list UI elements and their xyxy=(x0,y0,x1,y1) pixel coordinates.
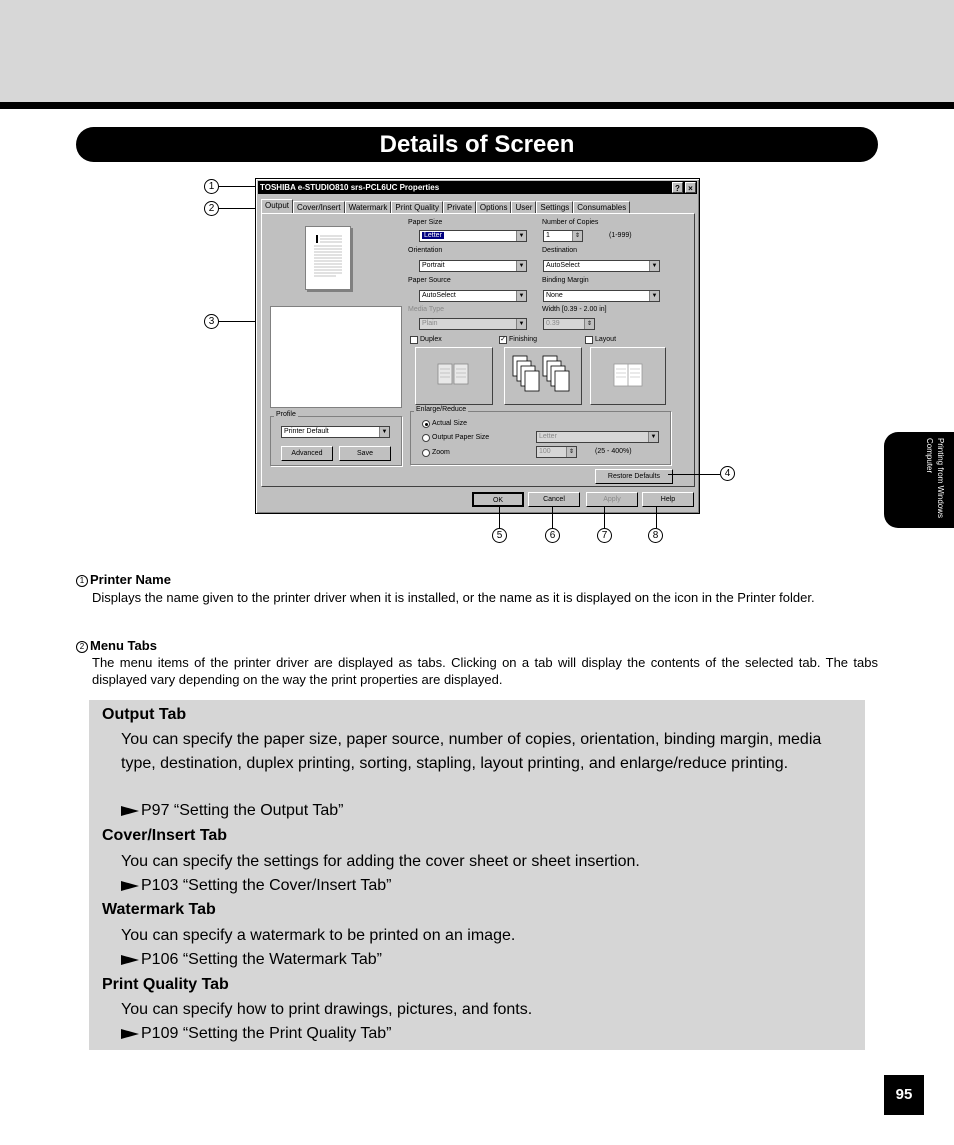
settings-summary-box xyxy=(270,306,402,408)
page-preview xyxy=(305,226,351,290)
width-spinner[interactable]: 0.39 ⇕ xyxy=(543,318,595,330)
finishing-image[interactable] xyxy=(504,347,582,405)
tab-watermark[interactable]: Watermark xyxy=(345,201,392,214)
callout-8: 8 xyxy=(648,528,663,543)
cover-insert-tab-heading: Cover/Insert Tab xyxy=(102,827,228,844)
zoom-radio[interactable] xyxy=(422,449,430,457)
top-header-band xyxy=(0,0,954,102)
advanced-button[interactable]: Advanced xyxy=(281,446,333,461)
sorted-pages-icon xyxy=(505,348,581,404)
actual-size-radio[interactable] xyxy=(422,420,430,428)
ok-button[interactable]: OK xyxy=(472,492,524,507)
tab-cover-insert[interactable]: Cover/Insert xyxy=(293,201,345,214)
help-button[interactable]: Help xyxy=(642,492,694,507)
output-tab-text: You can specify the paper size, paper source, number of copies, orientation, binding margin, media type, destination, duplex printing, sorting, stapling, layout printing, and enlarge/reduce printing. xyxy=(121,731,822,772)
callout-1: 1 xyxy=(204,179,219,194)
paper-size-label: Paper Size xyxy=(408,219,443,226)
output-tab-heading: Output Tab xyxy=(102,706,187,723)
save-button[interactable]: Save xyxy=(339,446,391,461)
duplex-checkbox[interactable] xyxy=(410,336,418,344)
actual-size-label: Actual Size xyxy=(432,420,468,427)
zoom-label: Zoom xyxy=(432,449,450,456)
chevron-down-icon: ▼ xyxy=(516,261,526,271)
dialog-title-bar[interactable] xyxy=(258,181,697,194)
width-label: Width [0.39 - 2.00 in] xyxy=(542,306,607,313)
chevron-down-icon: ▼ xyxy=(379,427,389,437)
cancel-button[interactable]: Cancel xyxy=(528,492,580,507)
page-lines-icon xyxy=(306,227,350,289)
book-icon xyxy=(416,348,492,404)
spinner-arrows-icon[interactable]: ⇕ xyxy=(584,319,594,329)
media-type-label: Media Type xyxy=(408,306,445,313)
paper-source-select[interactable]: AutoSelect ▼ xyxy=(419,290,527,302)
cover-insert-tab-ref: P103 “Setting the Cover/Insert Tab” xyxy=(121,877,392,895)
tab-user[interactable]: User xyxy=(511,201,536,214)
callout-8-line xyxy=(656,506,657,528)
chevron-down-icon: ▼ xyxy=(648,432,658,442)
chevron-down-icon: ▼ xyxy=(649,261,659,271)
callout-6-line xyxy=(552,506,553,528)
callout-7-line xyxy=(604,506,605,528)
print-quality-tab-ref: P109 “Setting the Print Quality Tab” xyxy=(121,1025,392,1043)
print-quality-tab-text: You can specify how to print drawings, pictures, and fonts. xyxy=(121,1001,533,1018)
layout-pages-icon xyxy=(591,348,665,404)
profile-select[interactable]: Printer Default ▼ xyxy=(281,426,390,438)
tab-output[interactable]: Output xyxy=(261,199,293,214)
orientation-label: Orientation xyxy=(408,247,443,254)
chevron-down-icon: ▼ xyxy=(516,319,526,329)
media-type-select[interactable]: Plain ▼ xyxy=(419,318,527,330)
zoom-spinner[interactable]: 100 ⇕ xyxy=(536,446,577,458)
arrow-icon xyxy=(121,806,139,816)
duplex-label: Duplex xyxy=(420,336,442,343)
printer-name-heading: 1 Printer Name xyxy=(76,572,171,587)
callout-2-line xyxy=(219,208,259,209)
section-side-tab-label: Printing from Windows Computer xyxy=(925,438,945,519)
restore-defaults-button[interactable]: Restore Defaults xyxy=(595,469,673,484)
output-tab-ref: P97 “Setting the Output Tab” xyxy=(121,802,344,820)
tab-settings[interactable]: Settings xyxy=(536,201,573,214)
chevron-down-icon: ▼ xyxy=(649,291,659,301)
arrow-icon xyxy=(121,1029,139,1039)
binding-margin-select[interactable]: None ▼ xyxy=(543,290,660,302)
binding-margin-label: Binding Margin xyxy=(542,277,589,284)
callout-1-line xyxy=(219,186,255,187)
menu-tabs xyxy=(261,199,630,214)
layout-checkbox[interactable] xyxy=(585,336,593,344)
header-rule xyxy=(0,102,954,109)
spinner-arrows-icon[interactable]: ⇕ xyxy=(572,231,582,241)
copies-range: (1-999) xyxy=(609,232,632,239)
duplex-image[interactable] xyxy=(415,347,493,405)
paper-size-select[interactable]: Letter ▼ xyxy=(419,230,527,242)
chevron-down-icon: ▼ xyxy=(516,291,526,301)
page-number: 95 xyxy=(884,1075,924,1115)
output-paper-size-label: Output Paper Size xyxy=(432,434,490,441)
item-number-1: 1 xyxy=(76,575,88,587)
callout-4-line xyxy=(668,474,720,475)
arrow-icon xyxy=(121,881,139,891)
zoom-range: (25 - 400%) xyxy=(595,448,632,455)
paper-source-label: Paper Source xyxy=(408,277,451,284)
callout-4: 4 xyxy=(720,466,735,481)
close-icon[interactable]: × xyxy=(685,182,696,193)
destination-label: Destination xyxy=(542,247,578,254)
layout-image[interactable] xyxy=(590,347,666,405)
orientation-select[interactable]: Portrait ▼ xyxy=(419,260,527,272)
printer-name-description: Displays the name given to the printer driver when it is installed, or the name as it is displayed on the icon in the Printer folder. xyxy=(92,590,815,605)
chevron-down-icon: ▼ xyxy=(516,231,526,241)
callout-7: 7 xyxy=(597,528,612,543)
finishing-checkbox[interactable]: ✓ xyxy=(500,336,506,343)
profile-label: Profile xyxy=(276,411,296,418)
watermark-tab-heading: Watermark Tab xyxy=(102,901,216,918)
callout-5: 5 xyxy=(492,528,507,543)
destination-select[interactable]: AutoSelect ▼ xyxy=(543,260,660,272)
tab-options[interactable]: Options xyxy=(476,201,512,214)
spinner-arrows-icon[interactable]: ⇕ xyxy=(566,447,576,457)
output-paper-size-radio[interactable] xyxy=(422,434,430,442)
tab-print-quality[interactable]: Print Quality xyxy=(391,201,443,214)
apply-button[interactable]: Apply xyxy=(586,492,638,507)
menu-tabs-description: The menu items of the printer driver are displayed as tabs. Clicking on a tab will display the contents of the selected tab. The tabs displayed vary depending on the way the print properties are displayed. xyxy=(92,655,878,687)
callout-5-line xyxy=(499,506,500,528)
menu-tabs-heading: 2 Menu Tabs xyxy=(76,638,157,653)
item-number-2: 2 xyxy=(76,641,88,653)
callout-2: 2 xyxy=(204,201,219,216)
output-tab-panel xyxy=(261,213,695,487)
tab-consumables[interactable]: Consumables xyxy=(573,201,630,214)
cover-insert-tab-text: You can specify the settings for adding the cover sheet or sheet insertion. xyxy=(121,853,640,870)
printer-properties-dialog xyxy=(255,178,700,514)
printer-name: TOSHIBA e-STUDIO810 srs-PCL6UC Properties xyxy=(260,183,440,192)
watermark-tab-ref: P106 “Setting the Watermark Tab” xyxy=(121,951,382,969)
finishing-label: Finishing xyxy=(509,336,538,343)
callout-6: 6 xyxy=(545,528,560,543)
arrow-icon xyxy=(121,955,139,965)
print-quality-tab-heading: Print Quality Tab xyxy=(102,976,229,993)
copies-spinner[interactable]: 1 ⇕ xyxy=(543,230,583,242)
enlarge-reduce-label: Enlarge/Reduce xyxy=(416,406,467,413)
page-title: Details of Screen xyxy=(76,127,878,162)
layout-label: Layout xyxy=(595,336,617,343)
callout-3: 3 xyxy=(204,314,219,329)
copies-label: Number of Copies xyxy=(542,219,599,226)
tab-private[interactable]: Private xyxy=(443,201,476,214)
help-icon[interactable]: ? xyxy=(672,182,683,193)
output-paper-size-select[interactable]: Letter ▼ xyxy=(536,431,659,443)
watermark-tab-text: You can specify a watermark to be printed on an image. xyxy=(121,927,516,944)
